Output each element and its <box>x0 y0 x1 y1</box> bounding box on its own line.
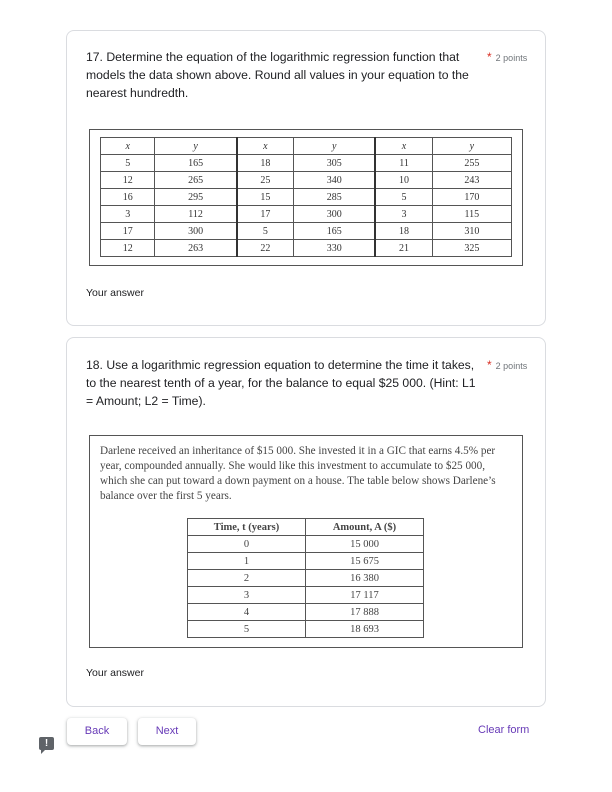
your-answer-field[interactable]: Your answer <box>86 667 144 679</box>
question-card-18 <box>66 337 546 707</box>
table-cell: 5 <box>188 621 306 638</box>
table-cell: 10 <box>375 172 432 189</box>
table-cell: 15 000 <box>306 536 424 553</box>
table-cell: 295 <box>155 189 237 206</box>
table-cell: 3 <box>188 587 306 604</box>
table-cell: 330 <box>294 240 376 257</box>
table-row <box>101 189 512 206</box>
table-row <box>188 604 424 621</box>
table-row <box>188 587 424 604</box>
table-cell: 310 <box>432 223 511 240</box>
table-row <box>188 536 424 553</box>
table-cell: 305 <box>294 155 376 172</box>
question-title: 17. Determine the equation of the logarithmic regression function that models the data shown above. Round all values in your equation to the nearest hundredth. <box>86 50 469 100</box>
table-cell: 265 <box>155 172 237 189</box>
table-cell: 243 <box>432 172 511 189</box>
question-title: 18. Use a logarithmic regression equation to determine the time it takes, to the nearest tenth of a year, for the balance to equal $25 000. (Hint: L1 = Amount; L2 = Time). <box>86 358 476 408</box>
required-asterisk: * <box>487 50 492 64</box>
table-cell: 18 <box>237 155 294 172</box>
table-cell: 21 <box>375 240 432 257</box>
column-header: y <box>294 138 376 155</box>
table-cell: 165 <box>155 155 237 172</box>
your-answer-field[interactable]: Your answer <box>86 287 144 299</box>
table-cell: 112 <box>155 206 237 223</box>
table-cell: 3 <box>375 206 432 223</box>
table-row <box>188 570 424 587</box>
column-header: x <box>375 138 432 155</box>
table-row <box>101 172 512 189</box>
table-row <box>101 240 512 257</box>
table-cell: 15 675 <box>306 553 424 570</box>
table-cell: 2 <box>188 570 306 587</box>
table-cell: 15 <box>237 189 294 206</box>
table-cell: 300 <box>294 206 376 223</box>
table-cell: 5 <box>237 223 294 240</box>
required-points <box>487 358 527 372</box>
table-cell: 170 <box>432 189 511 206</box>
column-header: Time, t (years) <box>188 519 306 536</box>
table-cell: 5 <box>375 189 432 206</box>
clear-form-button[interactable]: Clear form <box>478 724 530 736</box>
table-cell: 22 <box>237 240 294 257</box>
table-cell: 16 380 <box>306 570 424 587</box>
table-cell: 17 888 <box>306 604 424 621</box>
table-cell: 255 <box>432 155 511 172</box>
table-cell: 18 <box>375 223 432 240</box>
back-button[interactable]: Back <box>67 718 127 745</box>
table-cell: 300 <box>155 223 237 240</box>
question-card-17 <box>66 30 546 326</box>
table-cell: 165 <box>294 223 376 240</box>
table-cell: 17 <box>237 206 294 223</box>
data-table-image <box>89 129 523 266</box>
report-feedback-icon[interactable]: ! <box>39 737 54 750</box>
table-cell: 17 117 <box>306 587 424 604</box>
table-cell: 340 <box>294 172 376 189</box>
column-header: x <box>237 138 294 155</box>
table-cell: 4 <box>188 604 306 621</box>
table-row <box>101 223 512 240</box>
points-label: 2 points <box>495 53 528 63</box>
column-header: Amount, A ($) <box>306 519 424 536</box>
table-cell: 5 <box>101 155 155 172</box>
data-table <box>100 137 512 257</box>
table-row <box>101 155 512 172</box>
table-row <box>188 553 424 570</box>
table-cell: 25 <box>237 172 294 189</box>
table-cell: 3 <box>101 206 155 223</box>
table-cell: 325 <box>432 240 511 257</box>
table-cell: 12 <box>101 240 155 257</box>
problem-text: Darlene received an inheritance of $15 000. She invested it in a GIC that earns 4.5% per year, compounded annually. She would like this investment to accumulate to $25 000, which she can put toward a down payment on a house. The table below shows Darlene’s balance over the first 5 years. <box>100 445 496 502</box>
table-cell: 11 <box>375 155 432 172</box>
table-cell: 263 <box>155 240 237 257</box>
balance-table <box>187 518 424 638</box>
required-points <box>487 50 527 64</box>
table-cell: 115 <box>432 206 511 223</box>
table-cell: 16 <box>101 189 155 206</box>
column-header: x <box>101 138 155 155</box>
points-label: 2 points <box>495 361 528 371</box>
table-row <box>188 621 424 638</box>
table-cell: 17 <box>101 223 155 240</box>
table-cell: 1 <box>188 553 306 570</box>
required-asterisk: * <box>487 358 492 372</box>
table-row <box>101 206 512 223</box>
problem-image <box>89 435 523 648</box>
table-cell: 18 693 <box>306 621 424 638</box>
table-cell: 285 <box>294 189 376 206</box>
table-cell: 12 <box>101 172 155 189</box>
next-button[interactable]: Next <box>138 718 196 745</box>
table-cell: 0 <box>188 536 306 553</box>
column-header: y <box>155 138 237 155</box>
column-header: y <box>432 138 511 155</box>
